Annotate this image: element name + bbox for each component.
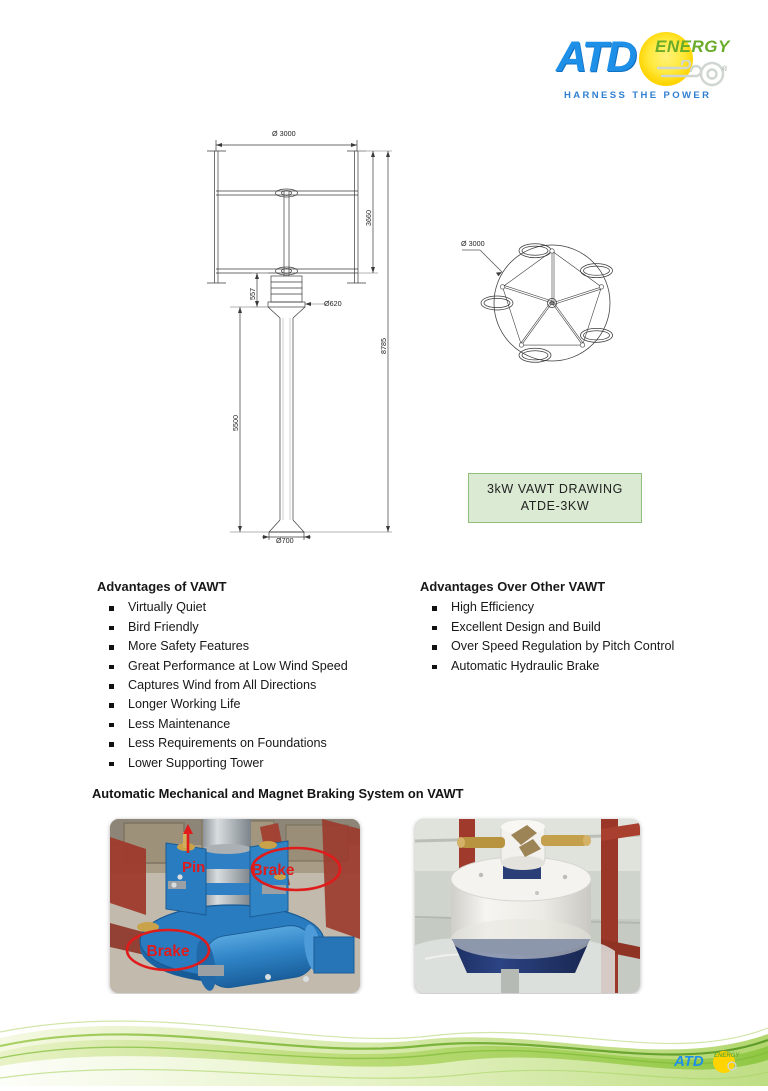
wind-swirl-icon [656, 60, 728, 90]
front-view-drawing [200, 118, 400, 543]
list-item: Automatic Hydraulic Brake [420, 657, 674, 676]
brake-assembly-photo [110, 819, 360, 993]
list-item: Virtually Quiet [97, 598, 348, 617]
list-item: Captures Wind from All Directions [97, 676, 348, 695]
annotation-label-brake-top: Brake [251, 862, 295, 879]
dim-tower-height: 5500 [231, 415, 240, 431]
generator-unit-photo [415, 819, 640, 993]
list-item: Great Performance at Low Wind Speed [97, 657, 348, 676]
braking-section-heading: Automatic Mechanical and Magnet Braking System on VAWT [92, 786, 464, 801]
registered-mark: ® [722, 66, 728, 73]
list-item: Less Requirements on Foundations [97, 734, 348, 753]
advantages-of-vawt-list [97, 598, 348, 773]
dim-rotor-diameter: Ø 3000 [272, 129, 296, 138]
dim-nacelle-diameter: Ø620 [324, 299, 342, 308]
list-item: More Safety Features [97, 637, 348, 656]
footer-logo-suffix: ENERGY [714, 1053, 740, 1059]
list-item: Longer Working Life [97, 695, 348, 714]
list-item: Over Speed Regulation by Pitch Control [420, 637, 674, 656]
advantages-over-list [420, 598, 674, 676]
footer-logo-name: ATD [674, 1053, 704, 1070]
list-item: Bird Friendly [97, 618, 348, 637]
advantages-over-other-vawt-section [420, 577, 674, 676]
drawing-caption-box [468, 473, 642, 523]
list-item: High Efficiency [420, 598, 674, 617]
brand-tagline: HARNESS THE POWER [564, 90, 712, 101]
caption-line-2: ATDE-3KW [520, 499, 590, 513]
annotation-label-brake-bottom: Brake [146, 943, 190, 960]
brand-logo [556, 28, 736, 108]
caption-line-1: 3kW VAWT DRAWING [487, 482, 623, 496]
brand-name: ATD [556, 33, 636, 81]
list-item: Excellent Design and Build [420, 618, 674, 637]
dim-nacelle-offset: 557 [248, 288, 257, 300]
footer-brand-logo [674, 1048, 746, 1074]
list-item: Lower Supporting Tower [97, 754, 348, 773]
top-view-drawing [440, 228, 640, 378]
list-item: Less Maintenance [97, 715, 348, 734]
advantages-of-vawt-section [97, 577, 348, 773]
dim-base-diameter: Ø700 [276, 536, 294, 543]
dim-top-rotor-diameter: Ø 3000 [461, 239, 485, 248]
advantages-over-title: Advantages Over Other VAWT [420, 579, 606, 594]
dim-total-height: 8785 [379, 338, 388, 354]
footer-wave-graphic [0, 994, 768, 1086]
advantages-of-vawt-title: Advantages of VAWT [97, 579, 227, 594]
dim-rotor-height: 3660 [364, 210, 373, 226]
annotation-label-pin: Pin [182, 859, 206, 876]
brand-suffix: ENERGY [655, 37, 730, 56]
